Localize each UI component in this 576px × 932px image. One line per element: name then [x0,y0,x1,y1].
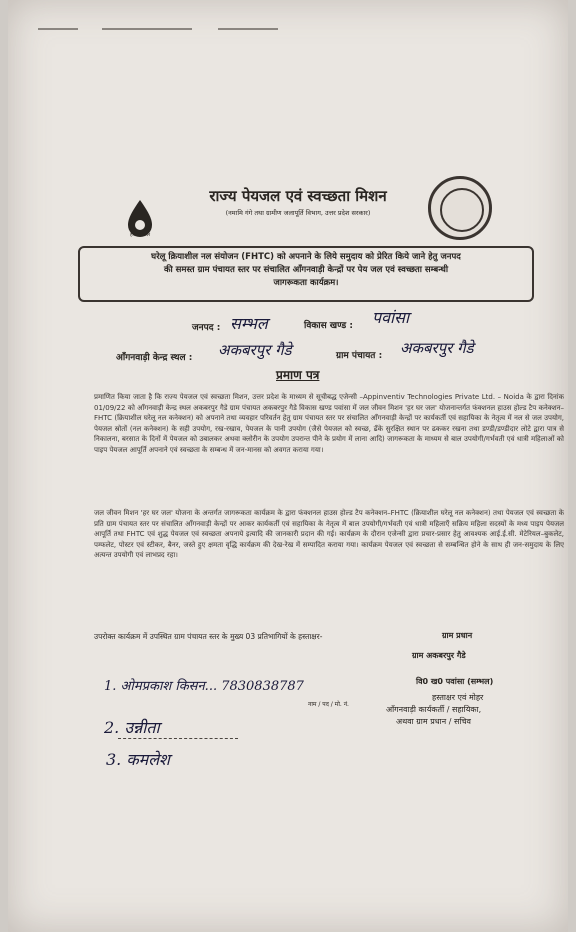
participant-signature-2: 2. उन्नीता [104,718,160,737]
participant-note: नाम / पद / मो. नं. [308,701,349,708]
box-line-3: जागरूकता कार्यक्रम। [273,278,339,288]
box-line-2: की समस्त ग्राम पंचायत स्तर पर संचालित आँगनवाड़ी केन्द्रों पर पेय जल एवं स्वच्छता सम्बन्धी [163,265,449,275]
pradhan-stamp [372,630,542,732]
panchayat-label: ग्राम पंचायत : [336,351,383,361]
mission-subtitle: (नमामि गंगे तथा ग्रामीण जलापूर्ति विभाग, उत्तर प्रदेश सरकार) [225,209,371,217]
certificate-paragraph-1: प्रमाणित किया जाता है कि राज्य पेयजल एवं स्वच्छता मिशन, उत्तर प्रदेश के माध्यम से सूचीबद्ध एजेन्सी –Appinventiv Technologies Private Ltd. – Noida के द्वारा दिनांक 01/09/22 को आँगनवाड़ी केन्द्र स्थल अकबरपुर गैडे ग्राम पंचायत अकबरपुर गैडे विकास खण्ड पवांसा में जल जीवन मिशन 'हर घर जल' योजनान्तर्गत फंक्शनल हाउस होल्ड टैप कनेक्शन–FHTC (क्रियाशील घरेलू नल कनेक्शन) को अपनाने तथा व्यवहार परिवर्तन हेतु ग्राम पंचायत स्तर पर संचालित आँगनवाड़ी केन्द्रों पर कार्यकर्ती एवं सहायिका के नेतृत्व में नल से जल उपयोग, पेयजल स्रोतों (नल कनेक्शन) के सही उपयोग, रख-रखाव, पेयजल के पानी उपयोग (जैसे पेयजल को स्वच्छ, ढँके सुरक्षित स्थान पर ढककर रखना तथा डण्डी/डण्डीदार लोटे द्वारा पात्र से निकालना, बरसात के दिनों में पेयजल को उबालकर अथवा क्लोरीन के उपयोग उपरान्त पीने के प्रयोग में लाना आदि) जागरूकता के माध्यम से बाल उपयोगी/गर्भवती एवं धात्री महिलाओं को पाइप पेयजल आपूर्ति अपनाने एवं स्वच्छता के सम्बन्ध में जन-मानस को अवगत कराया गया। [94,393,564,454]
participants-intro: उपरोक्त कार्यक्रम में उपस्थित ग्राम पंचायत स्तर के मुख्य 03 प्रतिभागियों के हस्ताक्षर- [94,632,323,641]
participant-signature-3: 3. कमलेश [106,750,170,769]
logo-caption: हर घर जल [130,232,150,238]
top-rule [218,28,278,30]
district-label: जनपद : [192,323,221,333]
signature-line [118,738,238,739]
district-value: सम्भल [230,314,268,333]
panchayat-value: अकबरपुर गैडे [400,339,474,357]
har-ghar-jal-logo [120,198,160,244]
stamp-line-6: अथवा ग्राम प्रधान / सचिव [396,717,471,726]
top-rule [38,28,78,30]
program-description-box [78,246,534,302]
stamp-line-1: ग्राम प्रधान [442,631,473,640]
document-page [8,0,568,932]
stamp-line-3: वि0 ख0 पवांसा (सम्भल) [416,677,494,686]
mission-title: राज्य पेयजल एवं स्वच्छता मिशन [209,187,387,205]
top-rule [102,28,192,30]
center-value: अकबरपुर गैडे [218,341,292,359]
participant-signature-1: 1. ओमप्रकाश किसन... 7830838787 [104,679,304,694]
certificate-paragraph-2: जल जीवन मिशन 'हर घर जल' योजना के अन्तर्गत जागरूकता कार्यक्रम के द्वारा फंक्शनल हाउस होल्ड टैप कनेक्शन–FHTC (क्रियाशील घरेलू नल कनेक्शन) तथा पेयजल एवं स्वच्छता के प्रति ग्राम पंचायत स्तर पर संचालित आँगनवाड़ी केन्द्रों पर आकर कार्यकर्ती एवं सहायिका के नेतृत्व में बाल उपयोगी/गर्भवती एवं धात्री महिलाएँ सक्रिय महिला सदस्यों के मध्य पाइप पेयजल आपूर्ति तथा FHTC एवं शुद्ध पेयजल एवं स्वच्छता अपनाये इत्यादि की जानकारी प्रदान की गई। कार्यक्रम के दौरान एजेन्सी द्वारा प्रचार-प्रसार हेतु आवश्यक आई.ई.सी. मेटेरियल–बुकलेट, पम्फलेट, पोस्टर एवं स्टीकर, बैनर, जस्ते हुए क्षमता वृद्धि कार्यक्रम की देख-रेख में सम्पादित कराया गया। कार्यक्रम पेयजल एवं स्वच्छता से सम्बन्धित होने के साथ ही जन-समुदाय के लिए अत्यन्त उपयोगी एवं लाभप्रद रहा। [94,509,564,559]
center-label: आँगनवाड़ी केन्द्र स्थल : [116,353,193,363]
stamp-line-4: हस्ताक्षर एवं मोहर [432,693,484,702]
up-govt-emblem [428,176,492,240]
stamp-line-5: आँगनवाड़ी कार्यकर्ती / सहायिका, [386,705,482,714]
block-value: पवांसा [372,308,410,327]
block-label: विकास खण्ड : [304,321,353,331]
certificate-heading: प्रमाण पत्र [276,368,320,382]
box-line-1: घरेलू क्रियाशील नल संयोजन (FHTC) को अपनाने के लिये समुदाय को प्रेरित किये जाने हेतु जनपद [151,252,461,262]
stamp-line-2: ग्राम अकबरपुर गैडे [412,651,466,660]
